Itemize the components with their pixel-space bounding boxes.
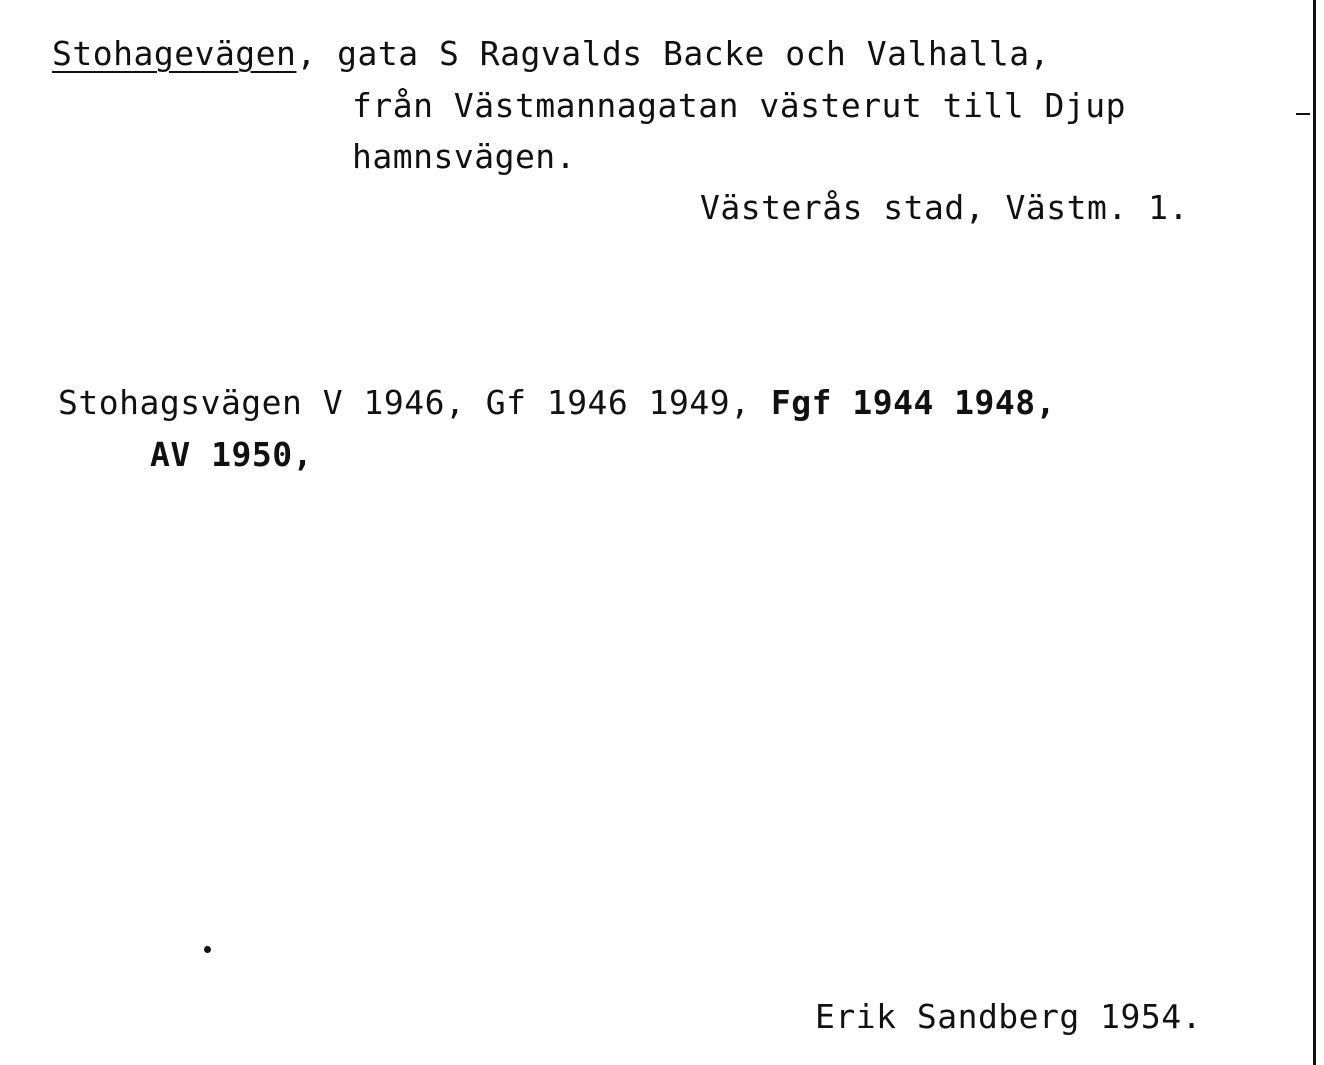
signature-line: Erik Sandberg 1954.	[815, 997, 1202, 1036]
street-name-heading: Stohagevägen	[52, 34, 297, 73]
heading-line	[52, 34, 1050, 74]
sources-plain: Stohagsvägen V 1946, Gf 1946 1949,	[58, 383, 771, 422]
card-right-border	[1313, 0, 1316, 1065]
street-description-line-3: hamnsvägen.	[352, 137, 577, 176]
sources-line-1	[58, 383, 1056, 423]
sources-line-2: AV 1950,	[150, 435, 313, 474]
sources-bold: Fgf 1944 1948,	[770, 383, 1057, 422]
ink-speck	[204, 946, 211, 953]
hyphen-mark	[1296, 113, 1310, 115]
location-line: Västerås stad, Västm. 1.	[700, 188, 1189, 227]
street-description-line-2: från Västmannagatan västerut till Djup	[352, 86, 1126, 125]
street-description-start: , gata S Ragvalds Backe och Valhalla,	[296, 34, 1051, 73]
